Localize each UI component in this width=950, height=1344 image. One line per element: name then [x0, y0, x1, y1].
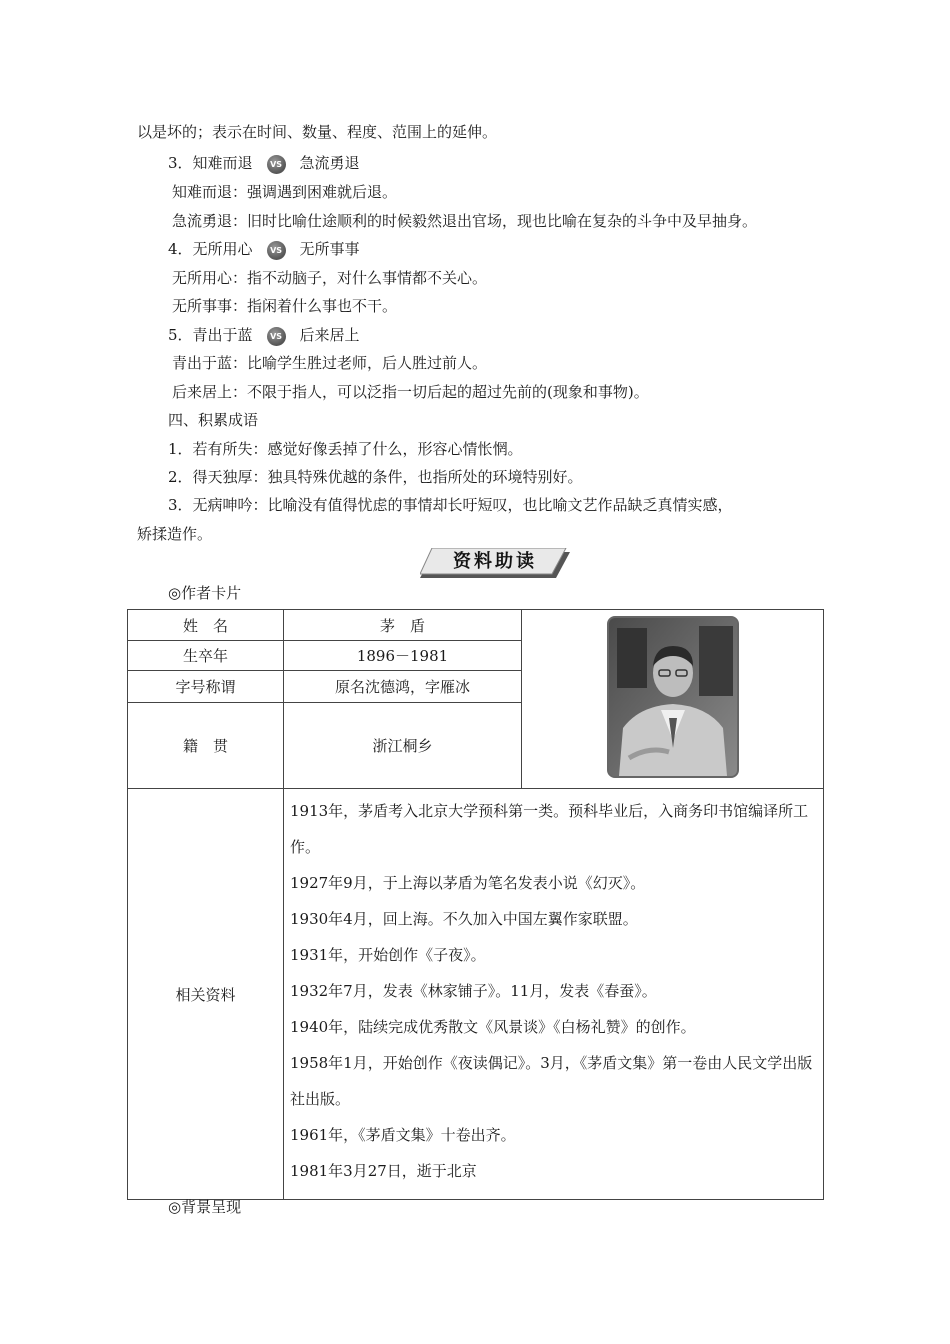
text-line: 矫揉造作。: [137, 525, 213, 543]
background-heading: ◎背景呈现: [168, 1198, 242, 1216]
info-list: [284, 789, 823, 1199]
info-item: 1940年，陆续完成优秀散文《风景谈》《白杨礼赞》的创作。: [290, 1018, 696, 1036]
text-line: 1．若有所失：感觉好像丢掉了什么，形容心情怅惘。: [168, 440, 523, 458]
row-label: 姓 名: [128, 610, 284, 641]
info-item: 1958年1月，开始创作《夜读偶记》。3月，《茅盾文集》第一卷由人民文学出版社出版。: [290, 1054, 813, 1108]
idiom-left: 5．青出于蓝: [168, 326, 253, 344]
row-value: 茅 盾: [284, 610, 522, 641]
row-label: 字号称谓: [128, 671, 284, 703]
idiom-right: 无所事事: [299, 240, 360, 258]
idiom-right: 后来居上: [299, 326, 360, 344]
text-line: 无所事事：指闲着什么事也不干。: [172, 297, 398, 315]
table-row: [128, 610, 824, 641]
text-line: 急流勇退：旧时比喻仕途顺利的时候毅然退出官场，现也比喻在复杂的斗争中及早抽身。: [172, 212, 758, 230]
text-line: 青出于蓝：比喻学生胜过老师，后人胜过前人。: [172, 354, 488, 372]
info-item: 1961年，《茅盾文集》十卷出齐。: [290, 1126, 516, 1144]
author-portrait: [607, 616, 739, 778]
banner-title: 资料助读: [453, 551, 537, 572]
row-value: 1896－1981: [284, 641, 522, 671]
row-value: 原名沈德鸿，字雁冰: [284, 671, 522, 703]
info-item: 1932年7月，发表《林家铺子》。11月，发表《春蚕》。: [290, 982, 657, 1000]
comparison-heading: [168, 153, 360, 174]
reading-aid-banner: [420, 548, 570, 578]
info-item: 1927年9月，于上海以茅盾为笔名发表小说《幻灭》。: [290, 874, 646, 892]
info-item: 1931年，开始创作《子夜》。: [290, 946, 486, 964]
row-label: 籍 贯: [128, 703, 284, 789]
portrait-image: [609, 618, 737, 776]
text-line: 2．得天独厚：独具特殊优越的条件，也指所处的环境特别好。: [168, 468, 583, 486]
vs-icon: VS: [267, 241, 286, 260]
photo-cell: [522, 610, 824, 789]
info-item: 1930年4月，回上海。不久加入中国左翼作家联盟。: [290, 910, 638, 928]
comparison-heading: [168, 239, 360, 260]
info-cell: [284, 789, 824, 1200]
text-line: 后来居上：不限于指人，可以泛指一切后起的超过先前的(现象和事物)。: [172, 383, 649, 401]
idiom-left: 3．知难而退: [168, 154, 253, 172]
info-item: 1981年3月27日，逝于北京: [290, 1162, 477, 1180]
vs-icon: VS: [267, 155, 286, 174]
idiom-right: 急流勇退: [299, 154, 360, 172]
text-line: 无所用心：指不动脑子，对什么事情都不关心。: [172, 269, 488, 287]
comparison-heading: [168, 325, 360, 346]
row-value: 浙江桐乡: [284, 703, 522, 789]
info-item: 1913年，茅盾考入北京大学预科第一类。预科毕业后，入商务印书馆编译所工作。: [290, 802, 809, 856]
idiom-left: 4．无所用心: [168, 240, 253, 258]
author-card-table: [127, 609, 824, 1200]
text-line: 以是坏的；表示在时间、数量、程度、范围上的延伸。: [137, 123, 498, 141]
text-line: 3．无病呻吟：比喻没有值得忧虑的事情却长吁短叹，也比喻文艺作品缺乏真情实感，: [168, 496, 733, 514]
vs-icon: VS: [267, 327, 286, 346]
info-label: 相关资料: [128, 789, 284, 1200]
section-heading: 四、积累成语: [168, 411, 259, 429]
row-label: 生卒年: [128, 641, 284, 671]
table-row-info: [128, 789, 824, 1200]
text-line: 知难而退：强调遇到困难就后退。: [172, 183, 398, 201]
author-card-heading: ◎作者卡片: [168, 584, 242, 602]
